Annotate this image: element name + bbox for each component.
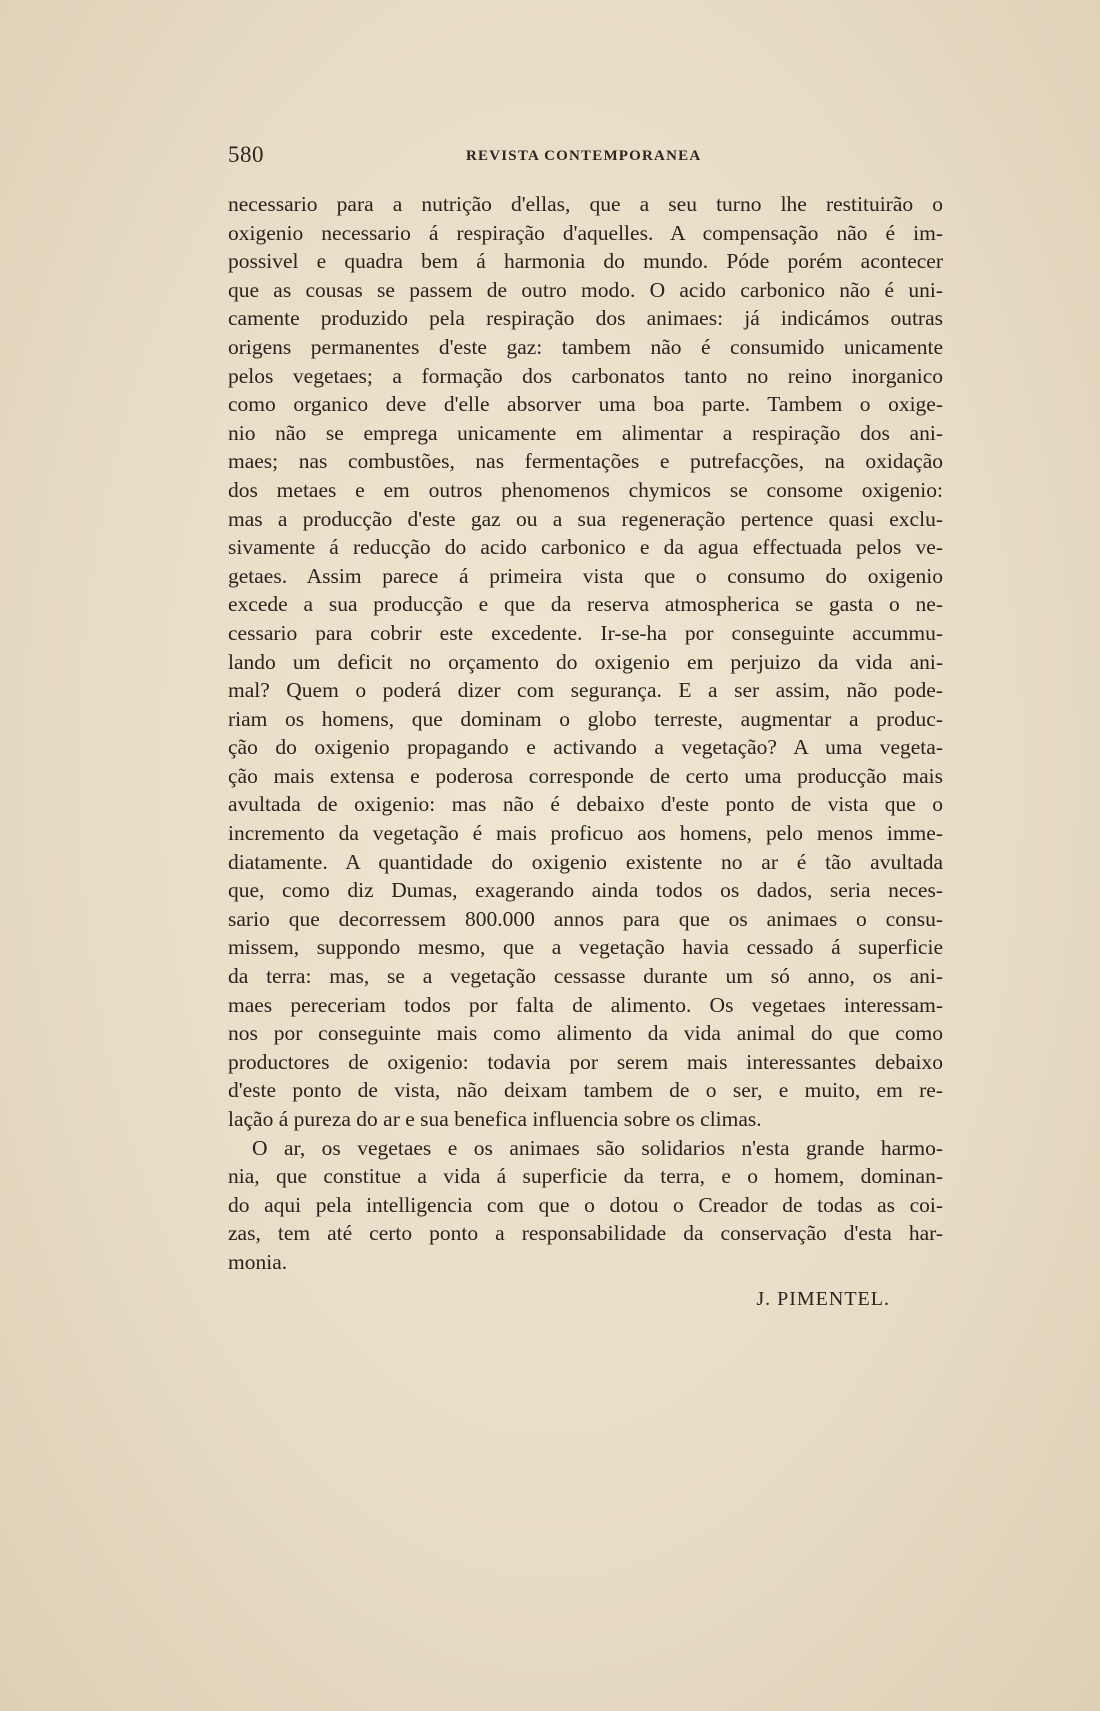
- text-line: do aqui pela intelligencia com que o dotou o Creador de todas as coi-: [228, 1192, 943, 1217]
- text-line: ção do oxigenio propagando e activando a vegetação? A uma vegeta-: [228, 735, 943, 760]
- text-line: getaes. Assim parece á primeira vista que o consumo do oxigenio: [228, 563, 943, 588]
- journal-title: REVISTA CONTEMPORANEA: [466, 148, 702, 164]
- text-line: excede a sua producção e que da reserva atmospherica se gasta o ne-: [228, 592, 943, 617]
- author-signature: J. PIMENTEL.: [756, 1288, 890, 1310]
- text-line: sario que decorressem 800.000 annos para que os animaes o consu-: [228, 906, 943, 931]
- text-line: maes pereceriam todos por falta de alimento. Os vegetaes interessam-: [228, 992, 943, 1017]
- article-body: [228, 190, 943, 1277]
- text-line: zas, tem até certo ponto a responsabilidade da conservação d'esta har-: [228, 1221, 943, 1246]
- text-line: nio não se emprega unicamente em alimentar a respiração dos ani-: [228, 420, 943, 445]
- text-line: diatamente. A quantidade do oxigenio existente no ar é tão avultada: [228, 849, 943, 874]
- text-line: riam os homens, que dominam o globo terreste, augmentar a produc-: [228, 706, 943, 731]
- text-line: productores de oxigenio: todavia por serem mais interessantes debaixo: [228, 1049, 943, 1074]
- text-line: que as cousas se passem de outro modo. O acido carbonico não é uni-: [228, 277, 943, 302]
- text-line: monia.: [228, 1249, 288, 1274]
- text-line: incremento da vegetação é mais proficuo aos homens, pelo menos imme-: [228, 821, 943, 846]
- text-line: mal? Quem o poderá dizer com segurança. E a ser assim, não pode-: [228, 678, 943, 703]
- closing-paragraph: [228, 1134, 943, 1277]
- text-line: ção mais extensa e poderosa corresponde de certo uma producção mais: [228, 763, 943, 788]
- text-line: d'este ponto de vista, não deixam tambem de o ser, e muito, em re-: [228, 1078, 943, 1103]
- text-line: pelos vegetaes; a formação dos carbonatos tanto no reino inorganico: [228, 363, 943, 388]
- text-line: maes; nas combustões, nas fermentações e putrefacções, na oxidação: [228, 449, 943, 474]
- text-line: nia, que constitue a vida á superficie da terra, e o homem, dominan-: [228, 1164, 943, 1189]
- page-number: 580: [228, 142, 264, 167]
- text-line: necessario para a nutrição d'ellas, que a seu turno lhe restituirão o: [228, 192, 943, 216]
- text-line: lação á pureza do ar e sua benefica influencia sobre os climas.: [228, 1107, 762, 1131]
- text-line: possivel e quadra bem á harmonia do mundo. Póde porém acontecer: [228, 249, 943, 274]
- text-line: cessario para cobrir este excedente. Ir-se-ha por conseguinte accummu-: [228, 620, 943, 645]
- running-head: [228, 142, 943, 172]
- text-line: camente produzido pela respiração dos animaes: já indicámos outras: [228, 306, 943, 331]
- text-line: origens permanentes d'este gaz: tambem não é consumido unicamente: [228, 334, 943, 359]
- text-line: lando um deficit no orçamento do oxigenio em perjuizo da vida ani-: [228, 649, 943, 674]
- text-line: como organico deve d'elle absorver uma boa parte. Tambem o oxige-: [228, 392, 943, 417]
- text-line: dos metaes e em outros phenomenos chymicos se consome oxigenio:: [228, 477, 943, 502]
- text-line: O ar, os vegetaes e os animaes são solidarios n'esta grande harmo-: [252, 1135, 943, 1160]
- text-line: oxigenio necessario á respiração d'aquelles. A compensação não é im-: [228, 220, 943, 245]
- text-line: da terra: mas, se a vegetação cessasse durante um só anno, os ani-: [228, 964, 943, 989]
- text-line: avultada de oxigenio: mas não é debaixo d'este ponto de vista que o: [228, 792, 943, 817]
- text-line: mas a producção d'este gaz ou a sua regeneração pertence quasi exclu-: [228, 506, 943, 531]
- text-line: missem, suppondo mesmo, que a vegetação havia cessado á superficie: [228, 935, 943, 960]
- text-line: nos por conseguinte mais como alimento da vida animal do que como: [228, 1021, 943, 1046]
- text-line: sivamente á reducção do acido carbonico e da agua effectuada pelos ve-: [228, 535, 943, 560]
- paragraph: [228, 190, 943, 1134]
- text-line: que, como diz Dumas, exagerando ainda todos os dados, seria neces-: [228, 878, 943, 903]
